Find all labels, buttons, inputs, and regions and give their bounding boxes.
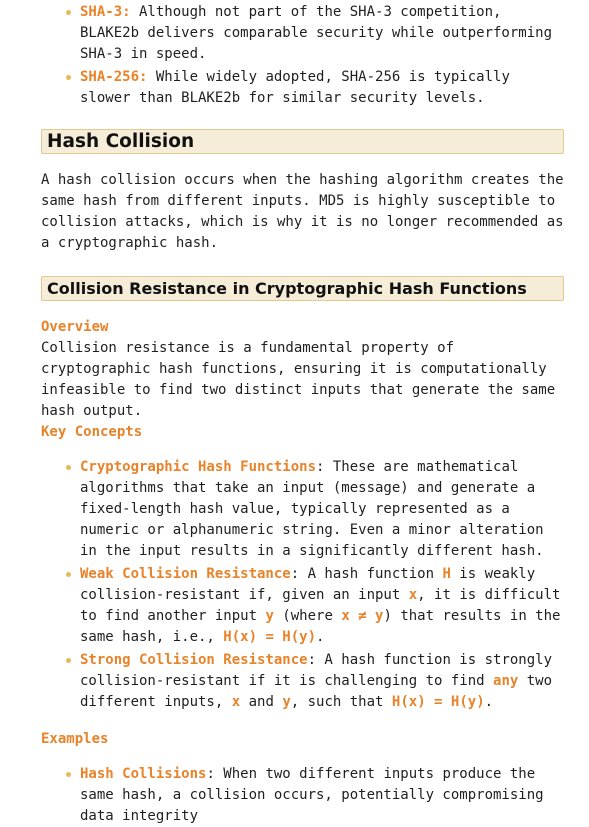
list-item xyxy=(80,2,564,65)
list-item xyxy=(80,650,564,713)
item-text: . xyxy=(484,694,494,710)
inline-code-x: x xyxy=(408,587,418,603)
term-crypto-hash-functions: Cryptographic Hash Functions xyxy=(80,459,317,475)
inline-code-any: any xyxy=(493,673,519,689)
inline-code-h: H xyxy=(442,566,451,582)
term-hash-collisions: Hash Collisions xyxy=(80,766,207,782)
term-sha256: SHA-256: xyxy=(80,69,148,85)
overview-title: Overview xyxy=(41,319,109,335)
overview-paragraph: Collision resistance is a fundamental property of cryptographic hash functions, ensuring it is computationally infeasible to find two distinct inputs that generate the same hash output. xyxy=(41,340,556,419)
item-text: is weakly collision-resistant if, given an input xyxy=(80,566,536,603)
key-concepts-list xyxy=(41,457,564,713)
term-sha3: SHA-3: xyxy=(80,4,131,20)
list-item xyxy=(80,457,564,562)
item-text: ) that results in the same hash, i.e., xyxy=(80,608,561,645)
item-text: . xyxy=(316,629,325,645)
term-weak-collision-resistance: Weak Collision Resistance xyxy=(80,566,291,582)
item-text: and xyxy=(240,694,283,710)
section-heading-collision-resistance: Collision Resistance in Cryptographic Hash Functions xyxy=(41,276,564,301)
item-text: : When two different inputs produce the same hash, a collision occurs, potentially compromising data integrity xyxy=(80,766,544,824)
hash-collision-paragraph: A hash collision occurs when the hashing algorithm creates the same hash from different inputs. MD5 is highly susceptible to collision attacks, which is why it is no longer recommended as a cryptographic hash. xyxy=(41,172,564,251)
item-text: : A hash function xyxy=(290,566,443,582)
hash-comparison-list xyxy=(41,2,564,109)
term-strong-collision-resistance: Strong Collision Resistance xyxy=(80,652,308,668)
list-item xyxy=(80,564,564,648)
item-text: (where xyxy=(273,608,342,624)
item-text: two different inputs, xyxy=(80,673,553,710)
item-text: , it is difficult to find another input xyxy=(80,587,561,624)
inline-code-x-ne-y: x ≠ y xyxy=(341,608,384,624)
list-item xyxy=(80,67,564,109)
key-concepts-title: Key Concepts xyxy=(41,424,143,440)
inline-code-equation: H(x) = H(y) xyxy=(223,629,317,645)
list-item xyxy=(80,764,564,827)
inline-code-x: x xyxy=(231,694,241,710)
inline-code-y: y xyxy=(282,694,291,710)
item-text: : These are mathematical algorithms that take an input (message) and generate a fixed-length hash value, typically represented as a numeric or alphanumeric string. Even a minor alteration in the input results in a significantly different hash. xyxy=(80,459,544,559)
examples-list xyxy=(41,764,564,827)
item-text: , such that xyxy=(290,694,392,710)
section-heading-hash-collision: Hash Collision xyxy=(41,129,564,154)
inline-code-y: y xyxy=(265,608,274,624)
item-text: : A hash function is strongly collision-resistant if it is challenging to find xyxy=(80,652,553,689)
examples-title: Examples xyxy=(41,731,109,747)
item-text: Although not part of the SHA-3 competition, BLAKE2b delivers comparable security while outperforming SHA-3 in speed. xyxy=(80,4,553,62)
inline-code-equation: H(x) = H(y) xyxy=(391,694,485,710)
item-text: While widely adopted, SHA-256 is typically slower than BLAKE2b for similar security levels. xyxy=(80,69,510,106)
